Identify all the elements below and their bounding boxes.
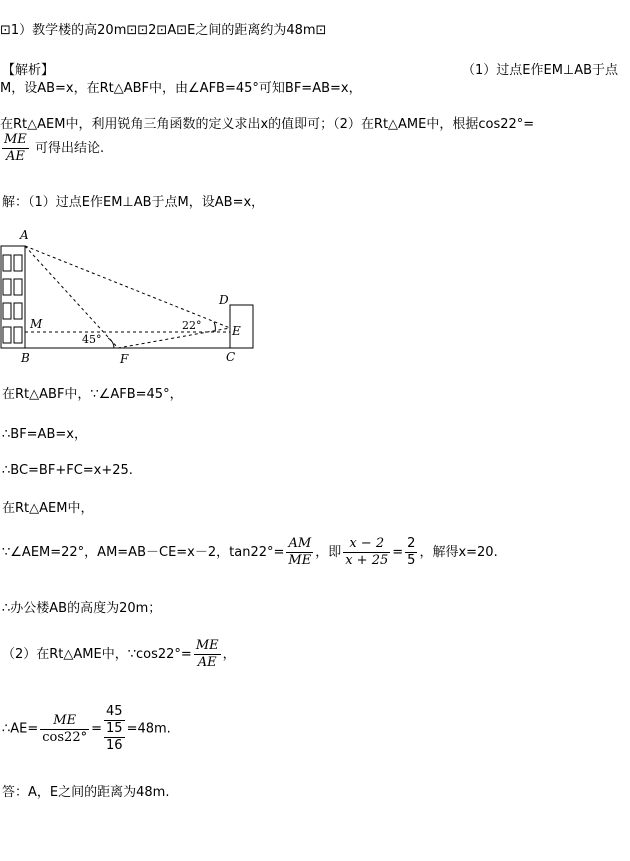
building-windows	[3, 255, 22, 343]
fraction-denominator: AE	[197, 655, 217, 670]
fraction-numerator: ME	[195, 638, 219, 653]
analysis-line4	[0, 132, 104, 165]
step5-text-a: ∵∠AEM=22°，AM=AB－CE=x－2，tan22°=	[2, 545, 285, 560]
step8-text-a: ∴AE=	[2, 721, 39, 737]
solution-step-2: ∴BF=AB=x，	[2, 427, 87, 442]
solution-step-1: 在Rt△ABF中，∵∠AFB=45°，	[2, 387, 183, 402]
fraction-denominator: ME	[288, 553, 312, 568]
fraction-middle: 15	[106, 721, 123, 736]
fraction-top: 45	[106, 704, 123, 719]
angle-45-arc	[108, 338, 114, 348]
geometry-diagram	[0, 228, 270, 372]
solution-step-5	[2, 536, 498, 569]
analysis-part1: （1）过点E作EM⊥AB于点	[462, 63, 619, 78]
analysis-line4-tail: 可得出结论.	[34, 141, 105, 156]
analysis-line3: 在Rt△AEM中，利用锐角三角函数的定义求出x的值即可；（2）在Rt△AME中，根据cos22°=	[0, 117, 535, 132]
solution-step-8	[2, 704, 171, 754]
label-c: C	[226, 350, 236, 364]
solution-step-6: ∴办公楼AB的高度为20m；	[2, 601, 162, 616]
solution-intro: 解：（1）过点E作EM⊥AB于点M，设AB=x，	[2, 195, 265, 210]
fraction-bottom: 16	[106, 738, 123, 753]
fraction-me-ae	[2, 132, 29, 165]
label-d: D	[219, 293, 229, 307]
solution-step-3: ∴BC=BF+FC=x+25.	[2, 463, 133, 478]
line-fe	[118, 328, 230, 348]
label-a: A	[20, 228, 29, 242]
analysis-line2: M，设AB=x，在Rt△ABF中，由∠AFB=45°可知BF=AB=x，	[0, 81, 362, 96]
label-f: F	[120, 352, 129, 366]
fraction-x	[343, 536, 390, 569]
step7-text-a: （2）在Rt△AME中，∵cos22°=	[2, 647, 192, 662]
fraction-denominator: 5	[407, 553, 416, 568]
fraction-denominator: AE	[5, 149, 25, 164]
line-ae	[25, 246, 230, 328]
fraction-am-me	[286, 536, 313, 569]
fraction-denominator: x + 25	[345, 553, 389, 568]
building-ab	[1, 246, 25, 348]
fraction-me-ae-2	[194, 638, 221, 671]
step7-text-b: ，	[222, 647, 236, 662]
fraction-compound	[104, 704, 125, 754]
step5-text-b: ，即	[315, 545, 342, 560]
header-line: ⊡1）教学楼的高20m⊡⊡2⊡A⊡E之间的距离约为48m⊡	[0, 23, 327, 38]
fraction-2-5	[405, 536, 417, 569]
fraction-numerator: ME	[40, 713, 89, 730]
step5-text-c: ，解得x=20.	[419, 545, 498, 560]
label-e: E	[232, 324, 241, 338]
solution-step-7	[2, 638, 236, 671]
fraction-numerator: ME	[4, 132, 27, 147]
fraction-numerator: AM	[286, 536, 313, 553]
step8-equals: =	[91, 721, 103, 737]
angle-22-label: 22°	[182, 319, 202, 332]
line-af	[25, 246, 118, 348]
analysis-tag: 【解析】	[2, 63, 55, 78]
angle-45-label: 45°	[82, 333, 102, 346]
step5-equals: =	[392, 545, 404, 560]
label-b: B	[21, 351, 30, 365]
solution-answer: 答：A，E之间的距离为48m.	[2, 785, 170, 800]
fraction-numerator: x − 2	[343, 536, 390, 553]
fraction-denominator: cos22°	[42, 729, 88, 745]
label-m: M	[30, 317, 43, 331]
solution-step-4: 在Rt△AEM中，	[2, 501, 94, 516]
fraction-me-cos	[40, 713, 89, 746]
step8-text-b: =48m.	[126, 721, 171, 737]
fraction-numerator: 2	[407, 536, 416, 551]
